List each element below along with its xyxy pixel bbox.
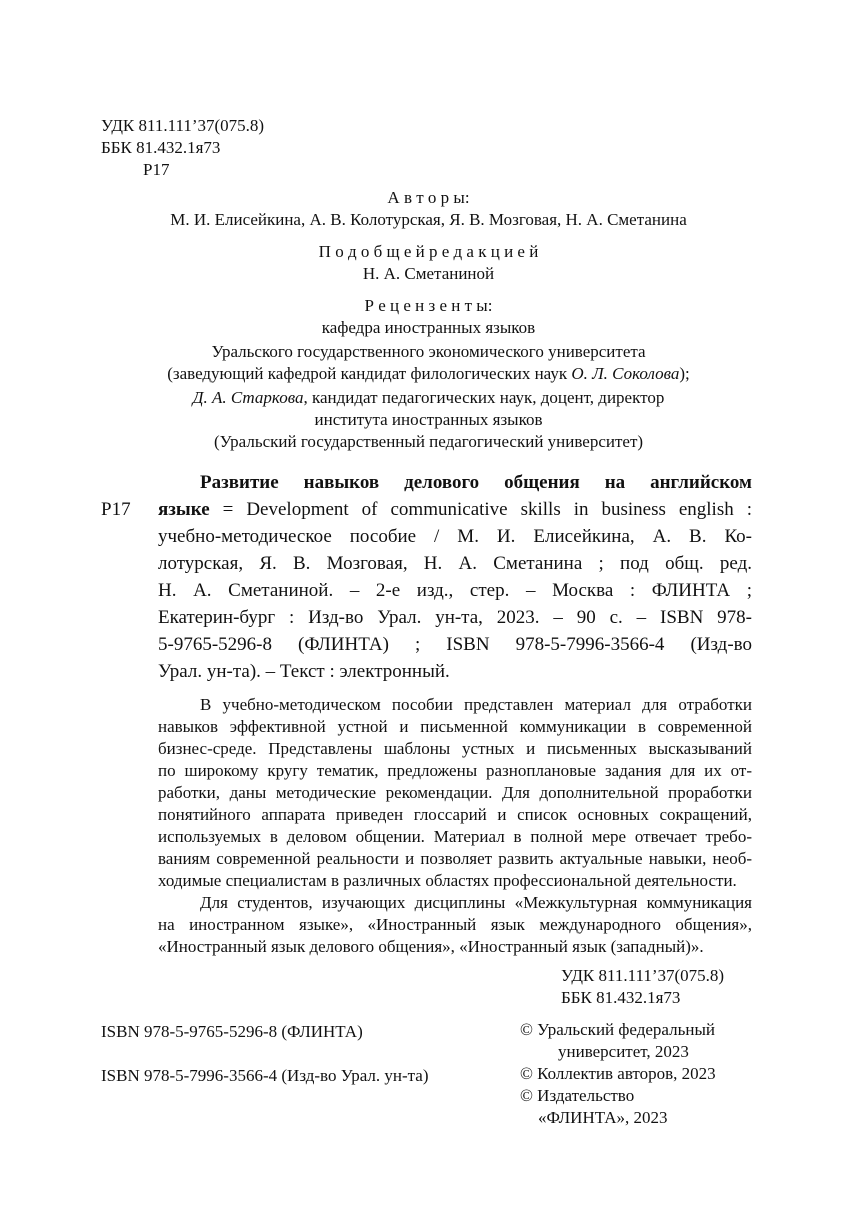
abstract-line: ваниям современной реальности и позволяет развить актуальные навыки, необ- <box>158 849 752 868</box>
reviewer-second-post: , кандидат педагогических наук, доцент, директор <box>303 388 665 407</box>
reviewer-institute: института иностранных языков <box>314 410 543 429</box>
reviewer-institute-university: (Уральский государственный педагогический университет) <box>213 432 644 451</box>
abstract-line: навыков эффективной устной и письменной коммуникации в современной <box>158 717 752 736</box>
copyright-authors: © Коллектив авторов, 2023 <box>520 1064 716 1083</box>
footer-bbk: ББК 81.432.1я73 <box>561 988 681 1007</box>
abstract-line: используемых в деловом общении. Материал в полной мере отвечает требо- <box>158 827 752 846</box>
catalog-title-bold-2: языке <box>158 499 210 520</box>
catalog-line7: 5-9765-5296-8 (ФЛИНТА) ; ISBN 978-5-7996-3566-4 (Изд-во <box>158 634 752 655</box>
author-mark: Р17 <box>143 160 170 179</box>
catalog-line4: лотурская, Я. В. Мозговая, Н. А. Сметанина ; под общ. ред. <box>158 553 752 574</box>
reviewer-head-post: ); <box>679 364 690 383</box>
catalog-code: Р17 <box>101 499 131 520</box>
editor-name: Н. А. Сметаниной <box>362 264 495 283</box>
authors-heading: А в т о р ы: <box>387 188 470 207</box>
copyright-urfu: © Уральский федеральный <box>520 1020 715 1039</box>
reviewer-head <box>0 363 857 385</box>
reviewer-university: Уральского государственного экономического университета <box>211 342 646 361</box>
bbk-code: ББК 81.432.1я73 <box>101 138 221 157</box>
catalog-title-line2 <box>158 496 752 523</box>
abstract-line: работки, даны методические рекомендации. Для дополнительной проработки <box>158 783 752 802</box>
catalog-line3: учебно-методическое пособие / М. И. Елисейкина, А. В. Ко- <box>158 526 752 547</box>
abstract-line: «Иностранный язык делового общения», «Иностранный язык (западный)». <box>158 937 704 956</box>
abstract-line: В учебно-методическом пособии представлен материал для отработки <box>200 695 752 714</box>
footer-udk: УДК 811.111’37(075.8) <box>561 966 725 985</box>
authors-names: М. И. Елисейкина, А. В. Колотурская, Я. В. Мозговая, Н. А. Сметанина <box>170 210 687 229</box>
reviewer-dept: кафедра иностранных языков <box>321 318 536 337</box>
abstract-line: бизнес-среде. Представлены шаблоны устных и письменных высказываний <box>158 739 752 758</box>
isbn-ural: ISBN 978-5-7996-3566-4 (Изд-во Урал. ун-та) <box>101 1066 429 1085</box>
abstract-line: на иностранном языке», «Иностранный язык международного общения», <box>158 915 752 934</box>
editor-heading: П о д о б щ е й р е д а к ц и е й <box>318 242 539 261</box>
reviewers-heading: Р е ц е н з е н т ы: <box>364 296 493 315</box>
reviewer-head-name: О. Л. Соколова <box>571 364 680 383</box>
catalog-title-bold: Развитие навыков делового общения на английском <box>200 472 752 493</box>
isbn-flinta: ISBN 978-5-9765-5296-8 (ФЛИНТА) <box>101 1022 363 1041</box>
catalog-title-rest: = Development of communicative skills in business english : <box>209 499 752 520</box>
catalog-line6: Екатерин-бург : Изд-во Урал. ун-та, 2023. – 90 с. – ISBN 978- <box>158 607 752 628</box>
reviewer-head-pre: (заведующий кафедрой кандидат филологических наук <box>167 364 572 383</box>
catalog-line8: Урал. ун-та). – Текст : электронный. <box>158 661 450 682</box>
catalog-line5: Н. А. Сметаниной. – 2-е изд., стер. – Москва : ФЛИНТА ; <box>158 580 752 601</box>
udk-code: УДК 811.111’37(075.8) <box>101 116 265 135</box>
abstract-line: по широкому кругу тематик, предложены разноплановые задания для их от- <box>158 761 752 780</box>
abstract-line: ходимые специалистам в различных областях профессиональной деятельности. <box>158 871 737 890</box>
catalog-title-line1 <box>200 469 752 496</box>
copyright-publisher: © Издательство <box>520 1086 635 1105</box>
abstract-line: понятийного аппарата приведен глоссарий и список основных сокращений, <box>158 805 752 824</box>
copyright-publisher-year: «ФЛИНТА», 2023 <box>538 1108 668 1127</box>
abstract-line: Для студентов, изучающих дисциплины «Межкультурная коммуникация <box>200 893 752 912</box>
reviewer-second <box>0 387 857 409</box>
copyright-urfu-year: университет, 2023 <box>558 1042 689 1061</box>
reviewer-second-name: Д. А. Старкова <box>192 388 304 407</box>
